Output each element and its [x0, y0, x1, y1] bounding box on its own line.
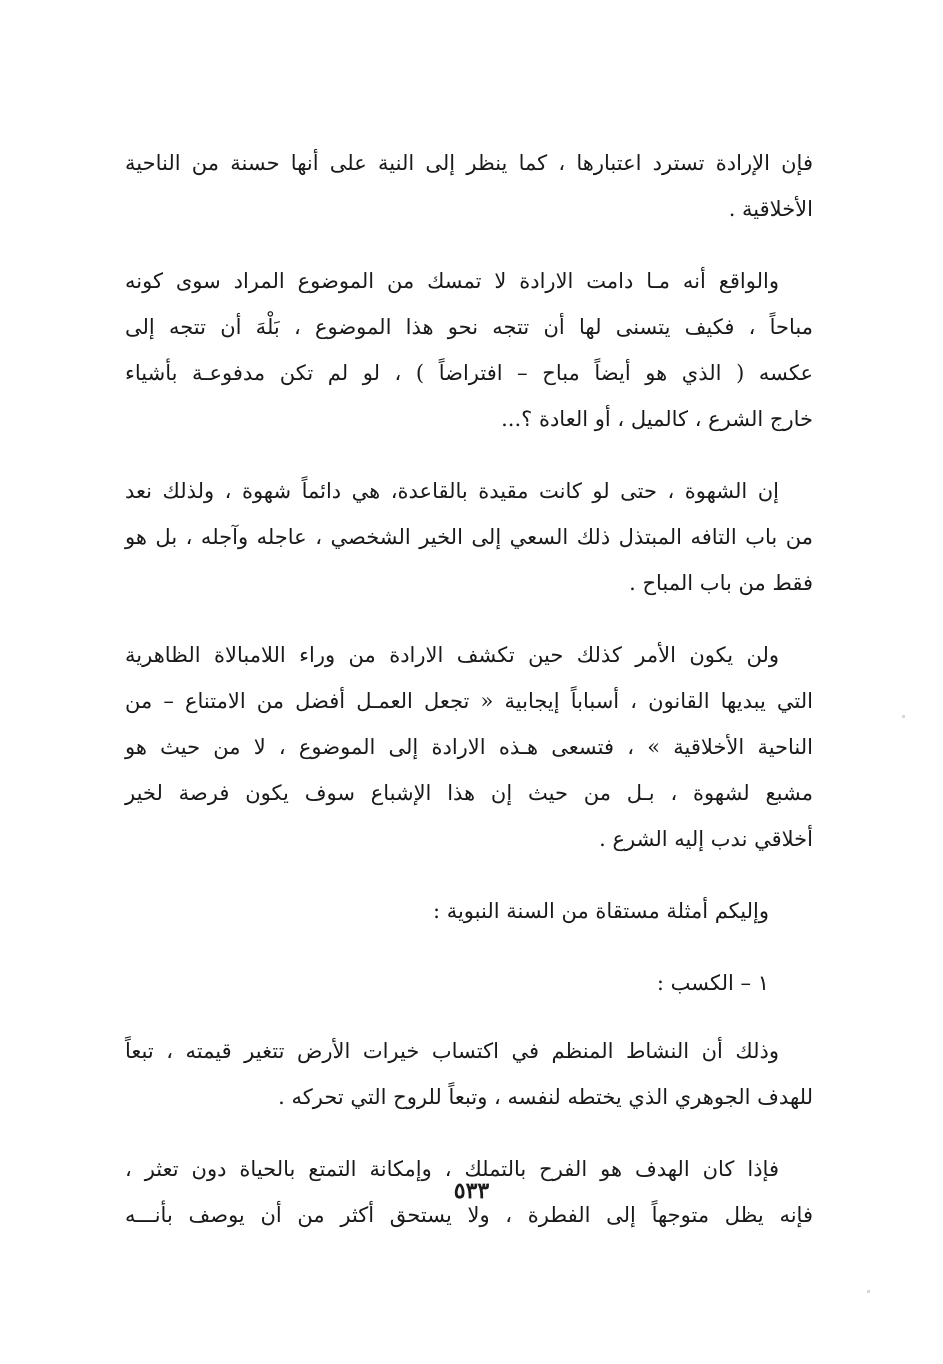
text-line: عكسه ( الذي هو أيضاً مباح – افتراضاً ) ، لو لم تكن مدفوعـة بأشياء	[125, 361, 813, 385]
text-line: مباحاً ، فكيف يتسنى لها أن تتجه نحو هذا الموضوع ، بَلْهَ أن تتجه إلى	[125, 315, 813, 339]
text-line: وذلك أن النشاط المنظم في اكتساب خيرات الأرض تتغير قيمته ، تبعاً	[125, 1039, 779, 1063]
paragraph-5	[125, 1028, 813, 1120]
text-line: الأخلاقية .	[728, 197, 813, 221]
paragraph-2	[125, 258, 813, 442]
text-line: فقط من باب المباح .	[629, 571, 813, 595]
text-line: فإذا كان الهدف هو الفرح بالتملك ، وإمكانة التمتع بالحياة دون تعثر ،	[125, 1157, 779, 1181]
text-line: مشبع لشهوة ، بـل من حيث إن هذا الإشباع سوف يكون فرصة لخير	[125, 781, 813, 805]
paragraph-3	[125, 468, 813, 606]
text-line: من باب التافه المبتذل ذلك السعي إلى الخير الشخصي ، عاجله وآجله ، بل هو	[125, 525, 813, 549]
body-text	[125, 140, 813, 1264]
text-line: للهدف الجوهري الذي يختطه لنفسه ، وتبعاً للروح التي تحركه .	[278, 1085, 813, 1109]
text-line: التي يبديها القانون ، أسباباً إيجابية « تجعل العمـل أفضل من الامتناع – من	[125, 689, 813, 713]
section-heading-earning: ١ – الكسب :	[656, 971, 769, 995]
page-number: ٥٣٣	[453, 1178, 490, 1204]
scan-speck	[867, 1290, 870, 1293]
text-line: الناحية الأخلاقية » ، فتسعى هـذه الارادة إلى الموضوع ، لا من حيث هو	[125, 735, 813, 759]
text-line: أخلاقي ندب إليه الشرع .	[599, 827, 813, 851]
scan-speck	[902, 715, 905, 718]
text-line: فإنه يظل متوجهاً إلى الفطرة ، ولا يستحق أكثر من أن يوصف بأنـــه	[125, 1203, 813, 1227]
text-line: إن الشهوة ، حتى لو كانت مقيدة بالقاعدة، هي دائماً شهوة ، ولذلك نعد	[125, 479, 779, 503]
paragraph-4	[125, 632, 813, 862]
text-line: والواقع أنه مـا دامت الارادة لا تمسك من الموضوع المراد سوى كونه	[125, 269, 779, 293]
paragraph-1	[125, 140, 813, 232]
text-line: ولن يكون الأمر كذلك حين تكشف الارادة من وراء اللامبالاة الظاهرية	[125, 643, 780, 667]
text-line: خارج الشرع ، كالميل ، أو العادة ؟...	[501, 407, 813, 431]
examples-intro: وإليكم أمثلة مستقاة من السنة النبوية :	[432, 899, 769, 923]
text-line: فإن الإرادة تسترد اعتبارها ، كما ينظر إلى النية على أنها حسنة من الناحية	[125, 151, 813, 175]
